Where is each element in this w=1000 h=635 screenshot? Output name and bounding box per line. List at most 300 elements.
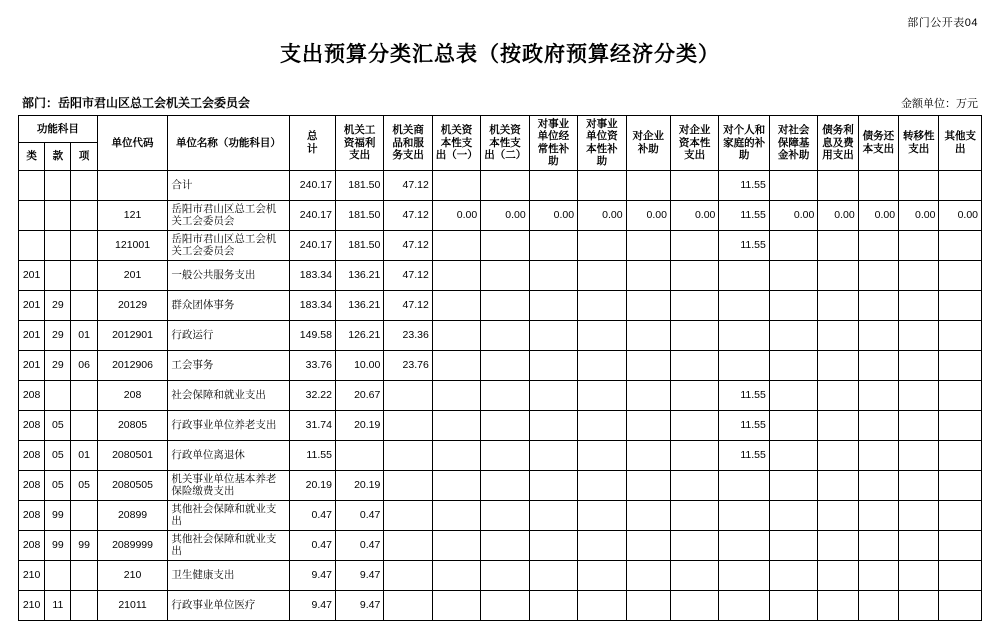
- page-title: 支出预算分类汇总表（按政府预算经济分类）: [280, 43, 720, 66]
- table-row: [19, 440, 982, 470]
- table-row: [19, 320, 982, 350]
- cell-value-0: 32.22: [289, 380, 335, 410]
- table-head: [19, 116, 982, 171]
- cell-unit-code: 2012901: [97, 320, 168, 350]
- cell-value-14: [939, 350, 982, 380]
- cell-value-11: [818, 500, 858, 530]
- table-row: [19, 290, 982, 320]
- cell-value-4: [481, 290, 529, 320]
- cell-value-8: [670, 410, 718, 440]
- table-row: [19, 560, 982, 590]
- cell-value-3: [432, 530, 480, 560]
- header-item: 项: [71, 143, 97, 170]
- cell-value-7: [626, 320, 670, 350]
- cell-unit-name: 行政运行: [168, 320, 289, 350]
- cell-value-8: [670, 170, 718, 200]
- cell-unit-code: 2080501: [97, 440, 168, 470]
- cell-section: [45, 380, 71, 410]
- cell-value-9: 11.55: [719, 410, 769, 440]
- header-agency-salary: 机关工资福利支出: [335, 116, 383, 171]
- cell-value-9: 11.55: [719, 200, 769, 230]
- cell-value-3: [432, 380, 480, 410]
- cell-value-13: [899, 320, 939, 350]
- cell-value-7: [626, 350, 670, 380]
- cell-value-0: 240.17: [289, 170, 335, 200]
- header-unit-code: 单位代码: [97, 116, 168, 171]
- table-body: [19, 170, 982, 620]
- cell-item: 01: [71, 440, 97, 470]
- cell-value-5: [529, 260, 577, 290]
- cell-item: [71, 260, 97, 290]
- cell-value-10: [769, 590, 817, 620]
- cell-value-11: [818, 290, 858, 320]
- cell-value-6: [578, 500, 626, 530]
- cell-value-9: [719, 290, 769, 320]
- cell-unit-name: 行政单位离退休: [168, 440, 289, 470]
- cell-value-10: 0.00: [769, 200, 817, 230]
- cell-value-13: [899, 590, 939, 620]
- cell-value-4: [481, 500, 529, 530]
- header-agency-goods-services: 机关商品和服务支出: [384, 116, 432, 171]
- cell-value-13: 0.00: [899, 200, 939, 230]
- cell-value-14: 0.00: [939, 200, 982, 230]
- cell-value-4: [481, 320, 529, 350]
- cell-class: [19, 230, 45, 260]
- cell-unit-code: 2089999: [97, 530, 168, 560]
- table-row: [19, 380, 982, 410]
- cell-value-10: [769, 410, 817, 440]
- cell-value-9: [719, 590, 769, 620]
- cell-value-0: 0.47: [289, 530, 335, 560]
- cell-class: 208: [19, 530, 45, 560]
- cell-unit-name: 社会保障和就业支出: [168, 380, 289, 410]
- cell-value-12: [858, 470, 898, 500]
- cell-value-2: [384, 530, 432, 560]
- cell-unit-code: 2012906: [97, 350, 168, 380]
- cell-value-14: [939, 320, 982, 350]
- cell-value-11: [818, 590, 858, 620]
- cell-value-13: [899, 440, 939, 470]
- cell-value-6: [578, 410, 626, 440]
- cell-value-4: [481, 440, 529, 470]
- cell-value-4: [481, 530, 529, 560]
- cell-item: [71, 170, 97, 200]
- cell-value-7: [626, 260, 670, 290]
- cell-value-13: [899, 410, 939, 440]
- cell-class: 208: [19, 470, 45, 500]
- cell-value-13: [899, 530, 939, 560]
- cell-unit-code: 208: [97, 380, 168, 410]
- cell-value-10: [769, 230, 817, 260]
- cell-value-5: [529, 290, 577, 320]
- cell-value-8: [670, 260, 718, 290]
- table-row: [19, 590, 982, 620]
- cell-value-5: [529, 230, 577, 260]
- cell-item: [71, 590, 97, 620]
- cell-value-7: [626, 170, 670, 200]
- cell-value-5: [529, 530, 577, 560]
- cell-value-13: [899, 230, 939, 260]
- cell-class: 208: [19, 440, 45, 470]
- cell-value-14: [939, 410, 982, 440]
- cell-value-9: 11.55: [719, 440, 769, 470]
- cell-item: [71, 380, 97, 410]
- table-row: [19, 410, 982, 440]
- cell-value-7: [626, 290, 670, 320]
- cell-value-2: [384, 590, 432, 620]
- cell-item: 05: [71, 470, 97, 500]
- cell-value-12: [858, 500, 898, 530]
- cell-value-0: 149.58: [289, 320, 335, 350]
- cell-value-10: [769, 560, 817, 590]
- cell-value-1: 0.47: [335, 530, 383, 560]
- cell-value-5: 0.00: [529, 200, 577, 230]
- cell-value-3: [432, 350, 480, 380]
- cell-value-4: [481, 590, 529, 620]
- cell-section: 29: [45, 290, 71, 320]
- cell-value-10: [769, 380, 817, 410]
- cell-value-0: 240.17: [289, 230, 335, 260]
- cell-value-1: 181.50: [335, 200, 383, 230]
- cell-value-9: 11.55: [719, 230, 769, 260]
- cell-value-6: [578, 590, 626, 620]
- cell-section: [45, 170, 71, 200]
- cell-unit-code: 121001: [97, 230, 168, 260]
- cell-value-2: [384, 410, 432, 440]
- header-household-subsidy: 对个人和家庭的补助: [719, 116, 769, 171]
- cell-value-8: [670, 320, 718, 350]
- cell-section: 29: [45, 320, 71, 350]
- cell-class: [19, 200, 45, 230]
- table-row: [19, 530, 982, 560]
- cell-value-11: [818, 230, 858, 260]
- cell-value-12: [858, 440, 898, 470]
- cell-value-3: [432, 290, 480, 320]
- cell-value-2: 47.12: [384, 230, 432, 260]
- table-row: [19, 200, 982, 230]
- cell-class: [19, 170, 45, 200]
- cell-value-9: [719, 470, 769, 500]
- cell-unit-name: 岳阳市君山区总工会机关工会委员会: [168, 230, 289, 260]
- cell-value-8: [670, 530, 718, 560]
- cell-value-6: [578, 530, 626, 560]
- cell-value-10: [769, 500, 817, 530]
- cell-value-11: [818, 170, 858, 200]
- cell-value-1: 0.47: [335, 500, 383, 530]
- cell-value-10: [769, 440, 817, 470]
- cell-value-6: [578, 440, 626, 470]
- cell-class: 210: [19, 590, 45, 620]
- table-row: [19, 170, 982, 200]
- cell-value-4: [481, 260, 529, 290]
- cell-value-0: 31.74: [289, 410, 335, 440]
- cell-value-10: [769, 530, 817, 560]
- header-transfer-expenditure: 转移性支出: [899, 116, 939, 171]
- cell-value-12: [858, 560, 898, 590]
- cell-unit-name: 合计: [168, 170, 289, 200]
- cell-value-1: 20.19: [335, 470, 383, 500]
- cell-value-5: [529, 170, 577, 200]
- cell-value-6: [578, 170, 626, 200]
- cell-value-6: [578, 290, 626, 320]
- cell-value-6: 0.00: [578, 200, 626, 230]
- header-enterprise-subsidy: 对企业补助: [626, 116, 670, 171]
- cell-value-4: [481, 230, 529, 260]
- cell-value-0: 9.47: [289, 590, 335, 620]
- cell-value-3: [432, 560, 480, 590]
- header-institution-recurrent-subsidy: 对事业单位经常性补助: [529, 116, 577, 171]
- cell-value-11: [818, 320, 858, 350]
- cell-section: 05: [45, 470, 71, 500]
- cell-unit-name: 群众团体事务: [168, 290, 289, 320]
- cell-item: [71, 230, 97, 260]
- cell-unit-code: 20899: [97, 500, 168, 530]
- cell-class: 208: [19, 500, 45, 530]
- cell-unit-name: 岳阳市君山区总工会机关工会委员会: [168, 200, 289, 230]
- cell-value-11: [818, 560, 858, 590]
- cell-value-3: [432, 320, 480, 350]
- cell-section: [45, 230, 71, 260]
- cell-value-4: [481, 410, 529, 440]
- cell-value-12: [858, 380, 898, 410]
- cell-value-10: [769, 170, 817, 200]
- header-debt-principal: 债务还本支出: [858, 116, 898, 171]
- cell-unit-name: 其他社会保障和就业支出: [168, 500, 289, 530]
- cell-value-9: 11.55: [719, 170, 769, 200]
- cell-value-11: [818, 530, 858, 560]
- cell-value-9: 11.55: [719, 380, 769, 410]
- header-debt-interest: 债务利息及费用支出: [818, 116, 858, 171]
- cell-value-0: 9.47: [289, 560, 335, 590]
- cell-value-3: [432, 440, 480, 470]
- table-row: [19, 350, 982, 380]
- header-agency-capital-1: 机关资本性支出（一）: [432, 116, 480, 171]
- cell-value-10: [769, 290, 817, 320]
- cell-item: [71, 290, 97, 320]
- cell-value-7: [626, 500, 670, 530]
- cell-value-9: [719, 560, 769, 590]
- cell-item: 99: [71, 530, 97, 560]
- cell-value-8: [670, 350, 718, 380]
- cell-value-8: [670, 380, 718, 410]
- header-unit-name: 单位名称（功能科目）: [168, 116, 289, 171]
- cell-value-0: 11.55: [289, 440, 335, 470]
- cell-value-11: [818, 410, 858, 440]
- cell-class: 208: [19, 410, 45, 440]
- cell-value-5: [529, 590, 577, 620]
- cell-value-1: 181.50: [335, 230, 383, 260]
- cell-value-14: [939, 530, 982, 560]
- cell-value-7: [626, 560, 670, 590]
- table-row: [19, 470, 982, 500]
- cell-value-7: [626, 440, 670, 470]
- cell-value-1: 126.21: [335, 320, 383, 350]
- cell-value-11: [818, 380, 858, 410]
- cell-section: [45, 560, 71, 590]
- cell-value-7: [626, 410, 670, 440]
- cell-unit-code: 201: [97, 260, 168, 290]
- cell-value-1: [335, 440, 383, 470]
- cell-class: 208: [19, 380, 45, 410]
- cell-value-13: [899, 470, 939, 500]
- cell-unit-code: 20805: [97, 410, 168, 440]
- cell-section: 99: [45, 530, 71, 560]
- cell-class: 201: [19, 350, 45, 380]
- cell-value-8: [670, 560, 718, 590]
- cell-value-14: [939, 290, 982, 320]
- cell-class: 201: [19, 290, 45, 320]
- cell-value-3: 0.00: [432, 200, 480, 230]
- cell-value-7: [626, 380, 670, 410]
- cell-value-9: [719, 500, 769, 530]
- cell-item: [71, 200, 97, 230]
- cell-value-14: [939, 590, 982, 620]
- cell-value-8: [670, 230, 718, 260]
- cell-value-6: [578, 560, 626, 590]
- cell-value-5: [529, 380, 577, 410]
- cell-value-1: 136.21: [335, 290, 383, 320]
- cell-item: [71, 410, 97, 440]
- meta-row: [18, 94, 982, 115]
- cell-value-10: [769, 260, 817, 290]
- cell-value-13: [899, 260, 939, 290]
- cell-value-3: [432, 260, 480, 290]
- table-row: [19, 230, 982, 260]
- cell-item: 01: [71, 320, 97, 350]
- cell-value-3: [432, 410, 480, 440]
- cell-class: 210: [19, 560, 45, 590]
- cell-section: 05: [45, 440, 71, 470]
- cell-value-4: [481, 470, 529, 500]
- cell-value-2: 47.12: [384, 260, 432, 290]
- cell-value-11: [818, 260, 858, 290]
- cell-value-1: 10.00: [335, 350, 383, 380]
- header-total: 总 计: [289, 116, 335, 171]
- cell-section: 05: [45, 410, 71, 440]
- cell-value-2: [384, 500, 432, 530]
- cell-value-12: [858, 260, 898, 290]
- cell-value-2: 47.12: [384, 170, 432, 200]
- cell-value-4: [481, 560, 529, 590]
- cell-class: 201: [19, 260, 45, 290]
- cell-value-8: [670, 500, 718, 530]
- cell-value-6: [578, 320, 626, 350]
- cell-value-0: 240.17: [289, 200, 335, 230]
- cell-value-3: [432, 500, 480, 530]
- cell-value-0: 33.76: [289, 350, 335, 380]
- cell-value-14: [939, 170, 982, 200]
- cell-value-5: [529, 320, 577, 350]
- cell-value-12: [858, 590, 898, 620]
- cell-value-14: [939, 260, 982, 290]
- cell-value-9: [719, 350, 769, 380]
- header-institution-capital-subsidy: 对事业单位资本性补助: [578, 116, 626, 171]
- cell-value-14: [939, 230, 982, 260]
- cell-value-4: 0.00: [481, 200, 529, 230]
- cell-value-3: [432, 590, 480, 620]
- table-row: [19, 500, 982, 530]
- cell-value-5: [529, 470, 577, 500]
- cell-item: [71, 560, 97, 590]
- cell-section: [45, 200, 71, 230]
- cell-class: 201: [19, 320, 45, 350]
- header-section: 款: [45, 143, 71, 170]
- cell-item: [71, 500, 97, 530]
- cell-value-12: [858, 320, 898, 350]
- cell-unit-name: 卫生健康支出: [168, 560, 289, 590]
- cell-value-13: [899, 170, 939, 200]
- cell-value-7: 0.00: [626, 200, 670, 230]
- cell-value-1: 20.19: [335, 410, 383, 440]
- cell-value-6: [578, 230, 626, 260]
- cell-value-8: [670, 590, 718, 620]
- cell-value-1: 9.47: [335, 560, 383, 590]
- cell-unit-name: 机关事业单位基本养老保险缴费支出: [168, 470, 289, 500]
- cell-value-14: [939, 380, 982, 410]
- cell-value-2: [384, 470, 432, 500]
- cell-value-8: 0.00: [670, 200, 718, 230]
- cell-value-10: [769, 350, 817, 380]
- amount-unit-label: 金额单位：万元: [901, 98, 978, 110]
- cell-section: [45, 260, 71, 290]
- cell-value-5: [529, 500, 577, 530]
- cell-value-1: 136.21: [335, 260, 383, 290]
- form-code: 部门公开表04: [907, 17, 978, 29]
- cell-unit-name: 其他社会保障和就业支出: [168, 530, 289, 560]
- cell-value-12: [858, 530, 898, 560]
- cell-value-7: [626, 470, 670, 500]
- cell-value-0: 20.19: [289, 470, 335, 500]
- cell-value-14: [939, 470, 982, 500]
- cell-value-5: [529, 350, 577, 380]
- cell-value-11: 0.00: [818, 200, 858, 230]
- cell-value-3: [432, 230, 480, 260]
- cell-section: 29: [45, 350, 71, 380]
- cell-value-3: [432, 470, 480, 500]
- cell-value-5: [529, 410, 577, 440]
- cell-value-13: [899, 560, 939, 590]
- cell-unit-code: 21011: [97, 590, 168, 620]
- department-label: 部门：岳阳市君山区总工会机关工会委员会: [22, 96, 251, 110]
- cell-value-2: [384, 380, 432, 410]
- cell-value-12: [858, 350, 898, 380]
- header-row-group: [19, 116, 982, 143]
- cell-value-9: [719, 530, 769, 560]
- cell-value-7: [626, 530, 670, 560]
- cell-section: 99: [45, 500, 71, 530]
- cell-unit-code: 2080505: [97, 470, 168, 500]
- cell-value-11: [818, 440, 858, 470]
- cell-value-5: [529, 560, 577, 590]
- cell-value-12: [858, 170, 898, 200]
- cell-value-4: [481, 170, 529, 200]
- cell-value-13: [899, 500, 939, 530]
- cell-value-0: 183.34: [289, 290, 335, 320]
- cell-value-10: [769, 320, 817, 350]
- cell-value-0: 183.34: [289, 260, 335, 290]
- cell-unit-code: 121: [97, 200, 168, 230]
- cell-value-2: [384, 440, 432, 470]
- cell-unit-name: 行政事业单位医疗: [168, 590, 289, 620]
- cell-value-3: [432, 170, 480, 200]
- cell-item: 06: [71, 350, 97, 380]
- cell-value-13: [899, 350, 939, 380]
- cell-value-6: [578, 470, 626, 500]
- cell-value-9: [719, 320, 769, 350]
- cell-value-7: [626, 590, 670, 620]
- cell-value-12: [858, 290, 898, 320]
- cell-value-14: [939, 500, 982, 530]
